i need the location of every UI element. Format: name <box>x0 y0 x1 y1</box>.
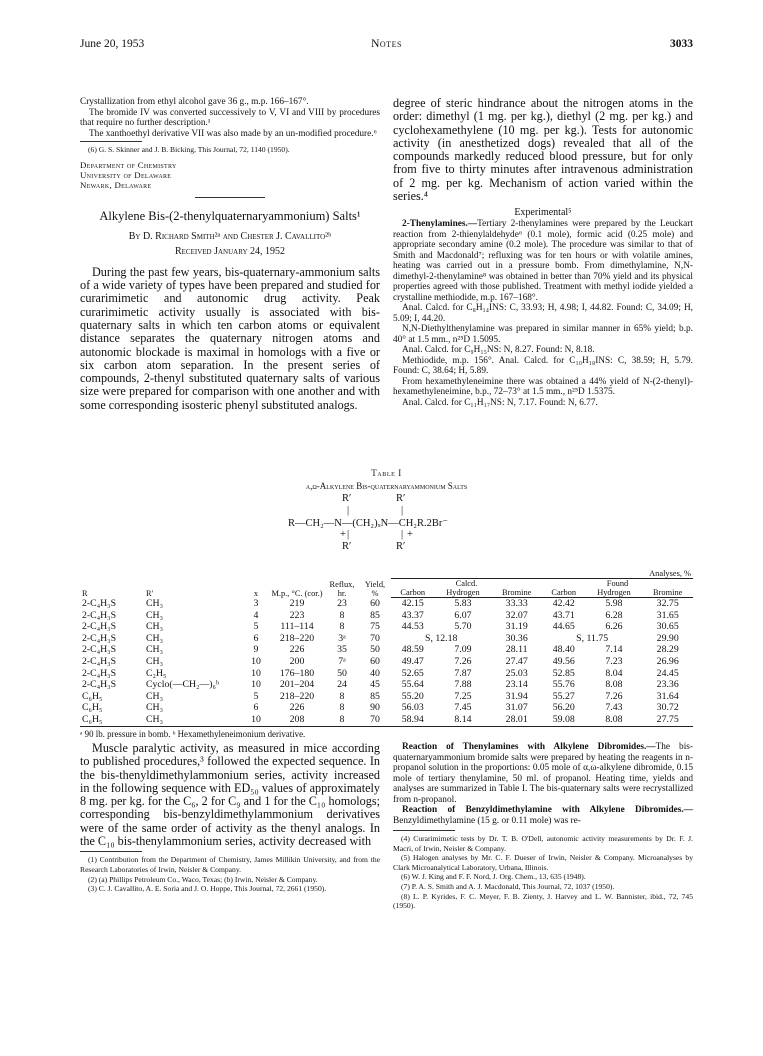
table-cell: 7.26 <box>605 690 623 702</box>
table-cell: 201–204 <box>279 679 315 691</box>
footnote-rule <box>80 851 142 852</box>
table-label: Table I <box>371 468 402 478</box>
table-cell: 59.08 <box>542 714 586 726</box>
table-cell: C₆H₅ <box>82 702 103 714</box>
table-cell: 30.36 <box>505 632 528 644</box>
table-cell: C₆H₅ <box>80 714 144 726</box>
activity-paragraph: degree of steric hindrance about the nitrogen atoms in the order: dimethyl (1 mg. per kg.), diethyl (2 mg. per kg.) and cyclohexamethylene (10 mg. per kg.). Tests for autonomic activity (in anesthetized dogs) revealed that all of the compounds markedly reduced blood pressure, but for only from five to thirty minutes after intravenous administration of 2 mg. per kg. Mechanism of action varied within the series.⁴ <box>393 96 693 204</box>
table-cell: CH₃ <box>146 609 164 621</box>
prev-article-text <box>80 97 380 139</box>
table-cell: 8.04 <box>605 667 623 679</box>
table-cell: 32.75 <box>656 598 679 609</box>
table-cell: 24.45 <box>656 667 679 679</box>
table-cell: 6.28 <box>605 609 623 621</box>
table-cell: 219 <box>289 597 305 609</box>
table-row <box>80 621 693 633</box>
author-address: Department of Chemistry University of Delaware Newark, Delaware <box>80 159 177 191</box>
table-cell: 7ᵃ <box>338 655 346 667</box>
table-cell: 7.43 <box>605 702 623 714</box>
table-cell: CH₃ <box>146 597 164 609</box>
table-cell: 3 <box>253 597 259 609</box>
table-cell: 48.40 <box>552 644 575 656</box>
table-row <box>80 598 693 610</box>
table-cell: 25.03 <box>505 667 528 679</box>
table-cell: 176–180 <box>279 667 315 679</box>
issue-date: June 20, 1953 <box>80 38 145 50</box>
experimental-text: 2-Thenylamines.—Tertiary 2-thenylamines were prepared by the Leuckart reaction from 2-thienylaldehyde⁶ (0.1 mole), formic acid (0.25 mole) and appropriate secondary amine (0.2 mole). The procedure was similar to that of Smith and Macdonald⁷; refluxing was for ten hours or with volatile amines, heating was carried out in a pressure bomb. From dimethylamine, N,N-dimethyl-2-thenylamine⁸ was obtained in better than 70% yield and its physical properties agreed with those published. Treatment with methyl iodide yielded a crystalline methiodide, m.p. 167–168°. Anal. Calcd. for C₈H₁₄INS: C, 33.93; H, 4.98; I, 44.82. Found: C, 34.09; H, 5.09; I, 44.20. N,N-Diethylthenylamine was prepared in similar manner in 65% yield; b.p. 40° at 1.5 mm., n²⁵D 1.5095. Anal. Calcd. for C₉H₁₅NS: N, 8.27. Found: N, 8.18. Methiodide, m.p. 156°. Anal. Calcd. for C₁₀H₁₈INS: C, 38.59; H, 5.79. Found: C, 38.64; H, 5.89. From hexamethyleneimine there was obtained a 44% yield of N-(2-thenyl)-hexamethyleneimine, b.p., 72–73° at 1.5 mm., n²⁵D 1.5375. Anal. Calcd. for C₁₁H₁₇NS: N, 7.17. Found: N, 6.77. <box>393 219 693 408</box>
table-cell: 111–114 <box>280 621 314 633</box>
table-cell: 2-C₄H₃S <box>82 621 117 633</box>
table-cell: CH₃ <box>144 714 243 726</box>
table-row <box>80 702 693 714</box>
table-cell: 5.70 <box>454 621 472 633</box>
table-cell: 7.23 <box>605 655 623 667</box>
table-cell: C₂H₅ <box>146 667 167 679</box>
table-cell: 7.87 <box>454 667 472 679</box>
table-cell: 35 <box>337 644 347 656</box>
page-header <box>80 38 693 54</box>
table-cell: 23 <box>337 597 347 609</box>
table-cell: 7.14 <box>605 644 623 656</box>
reaction-text: Reaction of Thenylamines with Alkylene Dibromides.—The bis-quaternaryammonium bromide salts were prepared by heating the reagents in n-propanol solution in the proportions: 0.05 mole of α,ω-alkylene dibromide, 0.15 mole of tertiary thenylamine, 50 ml. of propanol. Heating time, yields and analyses are summarized in Table I. The bis-quaternary salts were recrystallized from n-propanol. Reaction of Benzyldimethylamine with Alkylene Dibromides.—Benzyldimethylamine (15 g. or 0.11 mole) was re- <box>393 742 693 826</box>
table-cell: 23.14 <box>505 679 528 691</box>
experimental-heading: Experimental⁵ <box>514 207 572 219</box>
table-cell: 8 <box>339 609 345 621</box>
table-cell: 8.08 <box>605 679 623 691</box>
prev-para: The bromide IV was converted successively to V, VI and VIII by procedures that require no further description.¹ <box>80 107 380 128</box>
table-cell: 7.25 <box>454 690 472 702</box>
article-authors: By D. Richard Smith²ᵃ and Chester J. Cavallito²ᵇ <box>128 230 332 242</box>
table-cell: 6 <box>253 702 259 714</box>
table-cell: 31.94 <box>505 690 528 702</box>
table-cell: 2-C₄H₃S <box>82 609 117 621</box>
table-cell: 42.42 <box>552 598 575 609</box>
table-cell: 30.65 <box>656 621 679 633</box>
table-cell: 31.64 <box>656 690 679 702</box>
table-cell: 85 <box>370 609 380 621</box>
table-cell: 10 <box>251 667 261 679</box>
table-cell: 27.75 <box>642 714 693 726</box>
table-cell: 226 <box>289 644 305 656</box>
table-cell: 31.19 <box>505 621 528 633</box>
table-cell: 7.45 <box>454 702 472 714</box>
section-name: Notes <box>371 38 402 50</box>
table-cell: CH₃ <box>146 632 164 644</box>
structure-main: R—CH₂—N—(CH₂)ₓN—CH₂R.2Br⁻ <box>288 518 448 529</box>
table-cell: 44.53 <box>401 621 424 633</box>
table-cell: Cyclo(—CH₂—)₆ᵇ <box>146 679 219 691</box>
table-cell: 6 <box>253 632 259 644</box>
table-cell: 26.96 <box>656 655 679 667</box>
table-row <box>80 714 693 726</box>
table-cell: 6.26 <box>605 621 623 633</box>
table-cell: 52.65 <box>401 667 424 679</box>
table-cell: 48.59 <box>401 644 424 656</box>
prev-footnote: (6) G. S. Skinner and J. B. Bicking, This Journal, 72, 1140 (1950). <box>88 145 290 154</box>
table-cell: 2-C₄H₃S <box>82 655 117 667</box>
table-cell: 226 <box>289 702 305 714</box>
structure-formula: R′ R′ | | R—CH₂—N—(CH₂)ₓN—CH₂R.2Br⁻ + | | + R′ R′ <box>288 493 448 552</box>
table-cell: 28.11 <box>505 644 528 656</box>
prev-para: Crystallization from ethyl alcohol gave 36 g., m.p. 166–167°. <box>80 97 309 107</box>
table-cell: 56.03 <box>401 702 424 714</box>
table-cell: 28.01 <box>491 714 542 726</box>
table-cell: 55.64 <box>401 679 424 691</box>
table-cell: 5 <box>253 690 259 702</box>
table-cell: 9 <box>253 644 259 656</box>
table-cell: 10 <box>243 714 269 726</box>
table-cell: 208 <box>269 714 325 726</box>
muscle-paragraph: Muscle paralytic activity, as measured in mice according to published procedures,³ followed the expected sequence. In the bis-thenyldimethylammonium series, activity increased in the following sequence with ED₅₀ values of approximately 8 mg. per kg. for the C₆, 2 for C₉ and 1 for the C₁₀ homologs; corresponding bis-benzyldimethylammonium derivatives were of the same order of activity as the thenyl analogs. In the C₁₀ bis-thenylammonium series, activity decreased with <box>80 741 380 849</box>
table-cell: 7.26 <box>454 655 472 667</box>
table-cell: 2-C₄H₃S <box>82 679 117 691</box>
table-cell: 55.76 <box>552 679 575 691</box>
table-cell: 50 <box>337 667 347 679</box>
table-cell: 52.85 <box>552 667 575 679</box>
table-cell: 56.20 <box>552 702 575 714</box>
article-title: Alkylene Bis-(2-thenylquaternaryammonium) Salts¹ <box>99 208 361 223</box>
table-row <box>80 691 693 703</box>
table-cell: 29.90 <box>656 632 679 644</box>
table-cell: CH₃ <box>146 690 164 702</box>
table-cell: 24 <box>337 679 347 691</box>
table-1 <box>80 468 693 739</box>
footnotes-left: (1) Contribution from the Department of Chemistry, James Millikin University, and from the Research Laboratories of Irwin, Neisler & Company. (2) (a) Phillips Petroleum Co., Waco, Texas; (b) Irwin, Neisler & Company. (3) C. J. Cavallito, A. E. Soria and J. O. Hoppe, This Journal, 72, 2661 (1950). <box>80 855 380 894</box>
table-cell: 200 <box>289 655 305 667</box>
table-cell: 7.88 <box>454 679 472 691</box>
table-cell: CH₃ <box>146 702 164 714</box>
salts-table: R R′ x M.p., °C. (cor.) Reflux, hr. Yield, % Analyses, % Calcd. Found Carbon Hydrogen Bromine Carbon Hydrogen Bromine 2-C₄H₃S CH₃ 3 219 23 60 42.15 5.83 33.33 42.42 5.98 32.75 2-C₄H₃S CH₃ 4 223 8 85 43.37 6.07 32.07 43.71 6.28 31.65 2-C₄H₃S CH₃ 5 111–114 8 75 44.53 5.70 31.19 44.65 6.26 30.65 2-C₄H₃S CH₃ 6 218–220 3ᵃ 70 S, 12.18 30.36 S, 11.75 29.90 2-C₄H₃S CH₃ 9 226 35 50 48.59 7.09 28.11 48.40 7.14 28.29 2-C₄H₃S CH₃ 10 200 7ᵃ 60 49.47 7.26 27.47 49.56 7.23 26.96 2-C₄H₃S C₂H₅ 10 176–180 50 40 52.65 7.87 25.03 52.85 8.04 24.45 2-C₄H₃S Cyclo(—CH₂—)₆ᵇ 10 201–204 24 45 55.64 7.88 23.14 55.76 8.08 23.36 C₆H₅ CH₃ 5 218–220 8 85 55.20 7.25 31.94 55.27 7.26 31.64 C₆H₅ CH₃ 6 226 8 90 56.03 7.45 31.07 56.20 7.43 30.72 C₆H₅ CH₃ 10 208 8 70 58.94 8.14 28.01 59.08 8.08 27.75 <box>82 569 691 725</box>
page-number: 3033 <box>670 38 693 50</box>
table-cell: 8.14 <box>435 714 492 726</box>
table-row <box>80 679 693 691</box>
table-caption: α,ω-Alkylene Bis-quaternaryammonium Salts <box>305 481 468 491</box>
table-cell: 5 <box>253 621 259 633</box>
footnote-rule <box>80 141 142 142</box>
table-cell: 49.47 <box>401 655 424 667</box>
table-cell: 49.56 <box>552 655 575 667</box>
table-cell: CH₃ <box>146 644 164 656</box>
table-cell: 30.72 <box>656 702 679 714</box>
table-cell: 43.37 <box>401 609 424 621</box>
table-cell: 28.29 <box>656 644 679 656</box>
table-cell: 2-C₄H₃S <box>82 632 117 644</box>
table-cell: 10 <box>251 679 261 691</box>
table-cell: 2-C₄H₃S <box>82 597 117 609</box>
table-cell: 218–220 <box>279 632 315 644</box>
table-cell: 10 <box>251 655 261 667</box>
table-row <box>80 668 693 680</box>
table-cell: 27.47 <box>505 655 528 667</box>
table-cell: CH₃ <box>146 621 164 633</box>
table-cell: 50 <box>370 644 380 656</box>
table-cell: 55.20 <box>401 690 424 702</box>
table-cell: 60 <box>370 597 380 609</box>
table-body <box>80 598 693 727</box>
table-cell: 3ᵃ <box>338 632 346 644</box>
table-cell: S, 11.75 <box>576 632 609 644</box>
table-cell: 43.71 <box>552 609 575 621</box>
table-cell: 5.98 <box>605 598 623 609</box>
table-footnotes: ᵃ 90 lb. pressure in bomb. ᵇ Hexamethyleneimonium derivative. <box>80 728 306 739</box>
table-cell: 6.07 <box>454 609 472 621</box>
table-cell: 5.83 <box>454 598 472 609</box>
table-cell: 31.65 <box>656 609 679 621</box>
table-cell: 218–220 <box>279 690 315 702</box>
table-cell: 33.33 <box>505 598 528 609</box>
footnotes-right: (4) Curarimimetic tests by Dr. T. B. O'Dell, autonomic activity measurements by Dr. F. J. Macri, of Irwin, Neisler & Company. (5) Halogen analyses by Mr. C. F. Dueser of Irwin, Neisler & Company. Microanalyses by Clark Microanalytical Laboratory, Urbana, Illinois. (6) W. J. King and F. F. Nord, J. Org. Chem., 13, 635 (1948). (7) P. A. S. Smith and A. J. Macdonald, This Journal, 72, 1037 (1950). (8) L. P. Kyrides, F. C. Meyer, F. B. Zienty, J. Harvey and L. W. Bannister, ibid., 72, 745 (1950). <box>393 834 693 911</box>
table-cell: 8.08 <box>585 714 642 726</box>
table-cell: 40 <box>370 667 380 679</box>
table-cell: 8 <box>325 714 359 726</box>
table-cell: S, 12.18 <box>425 632 458 644</box>
table-cell: 32.07 <box>505 609 528 621</box>
table-cell: 44.65 <box>552 621 575 633</box>
table-cell: 75 <box>370 621 380 633</box>
left-column-top <box>80 97 380 412</box>
prev-para: The xanthoethyl derivative VII was also made by an un-modified procedure.⁶ <box>89 128 377 139</box>
table-cell: 2-C₄H₃S <box>82 667 117 679</box>
table-cell: 60 <box>370 655 380 667</box>
right-column-bottom <box>393 742 693 911</box>
table-row <box>80 633 693 645</box>
table-row <box>80 656 693 668</box>
table-cell: 223 <box>289 609 305 621</box>
table-cell: 55.27 <box>552 690 575 702</box>
table-row <box>80 644 693 656</box>
table-cell: 4 <box>253 609 259 621</box>
footnote-rule <box>393 830 455 831</box>
intro-paragraph: During the past few years, bis-quaternary-ammonium salts of a wide variety of types have been prepared and studied for curarimimetic and autonomic drug activity. Peak curarimimetic activity usually is associated with bis-quaternary salts in which ten carbon atoms or equivalent distance separates the quaternary nitrogen atoms and autonomic blockade is maximal in homologs with a five or six carbon atom separation. In the present series of compounds, 2-thenyl substituted quaternary salts of various size were prepared for comparison with one another and with some corresponding isosteric phenyl substituted analogs. <box>80 264 380 412</box>
table-cell: 8 <box>339 621 345 633</box>
table-cell: 70 <box>359 714 391 726</box>
table-cell: 2-C₄H₃S <box>82 644 117 656</box>
left-column-bottom <box>80 742 380 894</box>
table-row <box>80 610 693 622</box>
table-cell: 23.36 <box>656 679 679 691</box>
table-cell: 8 <box>339 690 345 702</box>
table-cell: 58.94 <box>391 714 435 726</box>
table-cell: 8 <box>339 702 345 714</box>
table-cell: 31.07 <box>505 702 528 714</box>
received-date: Received January 24, 1952 <box>174 245 286 257</box>
right-column-top <box>393 97 693 408</box>
table-cell: 70 <box>370 632 380 644</box>
table-cell: CH₃ <box>146 655 164 667</box>
table-cell: C₆H₅ <box>82 690 103 702</box>
table-cell: 7.09 <box>454 644 472 656</box>
table-cell: 90 <box>370 702 380 714</box>
table-cell: 42.15 <box>401 598 424 609</box>
article-divider <box>195 197 265 198</box>
table-cell: 85 <box>370 690 380 702</box>
table-cell: 45 <box>370 679 380 691</box>
